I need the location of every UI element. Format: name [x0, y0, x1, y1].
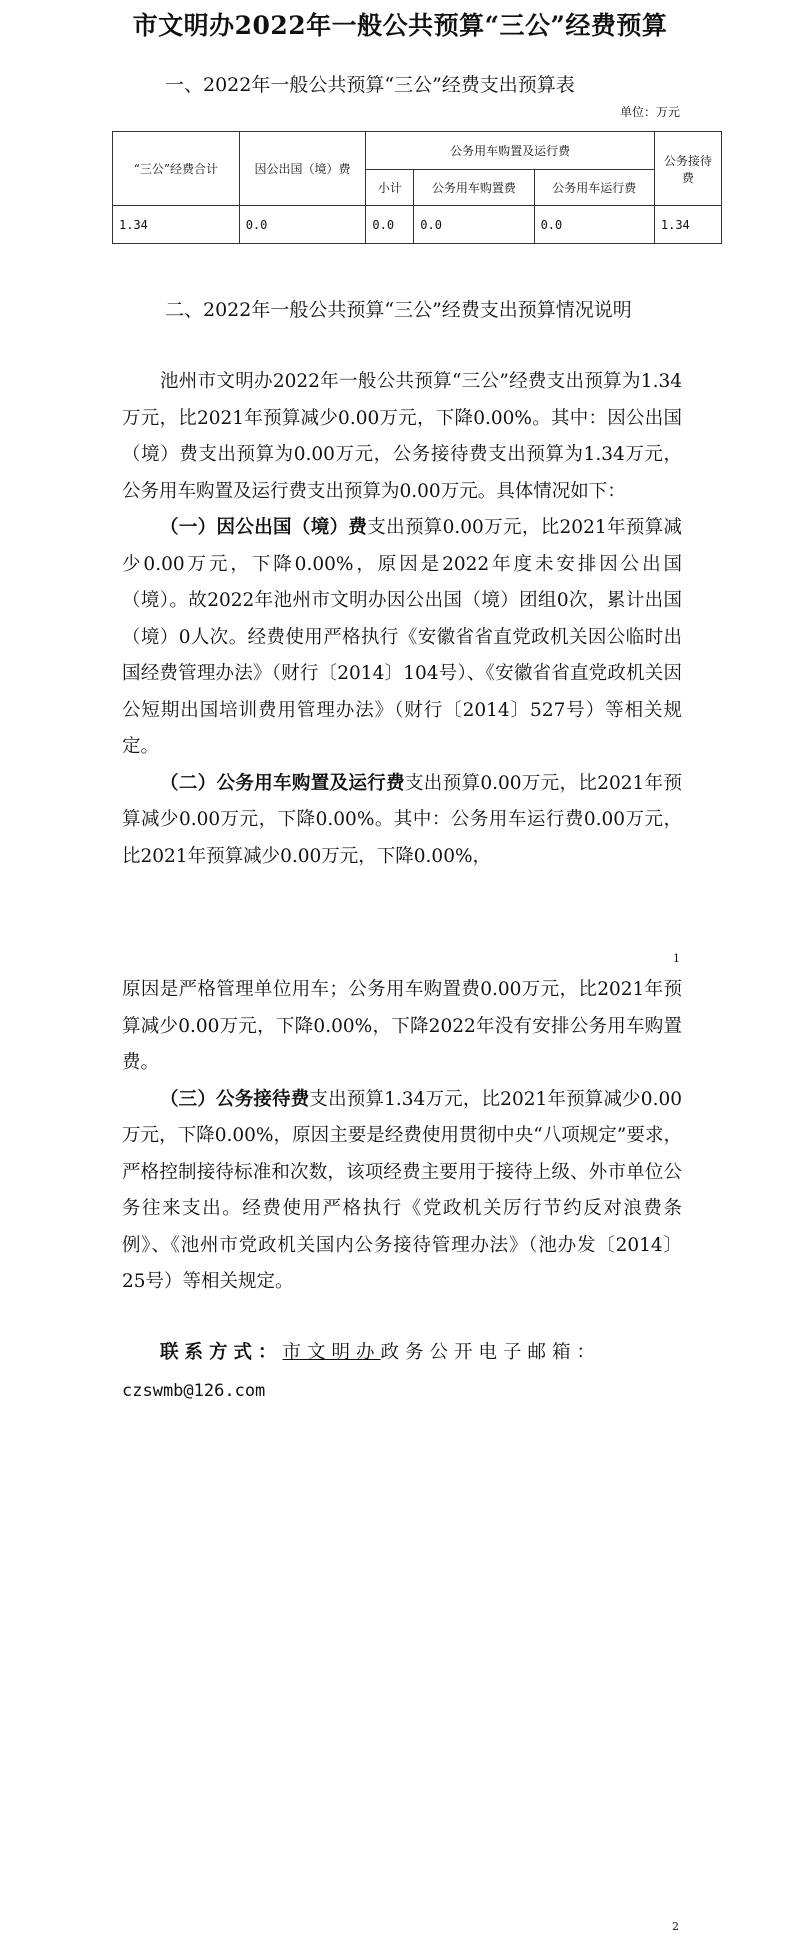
item2-title: （二）公务用车购置及运行费 [160, 772, 405, 794]
unit-label: 单位：万元 [619, 105, 680, 119]
item2-paragraph [122, 766, 682, 876]
header-total: “三公”经费合计 [113, 132, 240, 206]
item2-text-part1: 支出预算0.00万元，比2021年预算减少0.00万元，下降0.00%。其中：公务用车运行费0.00万元，比2021年预算减少0.00万元，下降0.00%， [122, 772, 682, 867]
cell-reception: 1.34 [654, 206, 721, 244]
item3-paragraph [122, 1082, 682, 1301]
header-subtotal: 小计 [366, 170, 414, 206]
cell-purchase: 0.0 [414, 206, 534, 244]
section2-body-page1 [122, 364, 682, 875]
budget-table [112, 131, 722, 244]
section2-heading: 二、2022年一般公共预算“三公”经费支出预算情况说明 [165, 299, 632, 321]
section2-body-page2 [122, 972, 682, 1301]
cell-total: 1.34 [113, 206, 240, 244]
item1-paragraph [122, 510, 682, 766]
document-title: 市文明办2022年一般公共预算“三公”经费预算 [132, 11, 668, 40]
item3-title: （三）公务接待费 [160, 1088, 310, 1110]
intro-paragraph: 池州市文明办2022年一般公共预算“三公”经费支出预算为1.34万元，比2021年预算减少0.00万元，下降0.00%。其中：因公出国（境）费支出预算为0.00万元，公务接待费支出预算为1.34万元，公务用车购置及运行费支出预算为0.00万元。具体情况如下： [122, 371, 682, 502]
page-number-1: 1 [673, 952, 680, 965]
cell-subtotal: 0.0 [366, 206, 414, 244]
header-vehicle-group: 公务用车购置及运行费 [366, 132, 655, 170]
contact-block [122, 1334, 682, 1410]
header-purchase: 公务用车购置费 [414, 170, 534, 206]
contact-text: 政务公开电子邮箱： [380, 1342, 602, 1363]
item3-text: 支出预算1.34万元，比2021年预算减少0.00万元，下降0.00%，原因主要是经费使用贯彻中央“八项规定”要求，严格控制接待标准和次数，该项经费主要用于接待上级、外市单位公务往来支出。经费使用严格执行《党政机关厉行节约反对浪费条例》、《池州市党政机关国内公务接待管理办法》（池办发〔2014〕25号）等相关规定。 [122, 1088, 682, 1292]
header-reception: 公务接待费 [654, 132, 721, 206]
contact-link[interactable]: 市文明办 [282, 1342, 381, 1363]
header-abroad: 因公出国（境）费 [239, 132, 366, 206]
contact-email[interactable]: czswmb@126.com [122, 1381, 266, 1401]
page-number-2: 2 [672, 1920, 679, 1933]
item1-title: （一）因公出国（境）费 [160, 517, 368, 538]
item2-continued-paragraph: 原因是严格管理单位用车；公务用车购置费0.00万元，比2021年预算减少0.00万元，下降0.00%，下降2022年没有安排公务用车购置费。 [122, 979, 682, 1073]
header-operation: 公务用车运行费 [534, 170, 654, 206]
cell-operation: 0.0 [534, 206, 654, 244]
cell-abroad: 0.0 [239, 206, 366, 244]
item1-text: 支出预算0.00万元，比2021年预算减少0.00万元，下降0.00%，原因是2022年度未安排因公出国（境）。故2022年池州市文明办因公出国（境）团组0次，累计出国（境）0人次。经费使用严格执行《安徽省省直党政机关因公临时出国经费管理办法》（财行〔2014〕104号）、《安徽省省直党政机关因公短期出国培训费用管理办法》（财行〔2014〕527号）等相关规定。 [122, 517, 682, 757]
section1-heading: 一、2022年一般公共预算“三公”经费支出预算表 [165, 74, 575, 96]
contact-label: 联系方式： [160, 1342, 283, 1363]
